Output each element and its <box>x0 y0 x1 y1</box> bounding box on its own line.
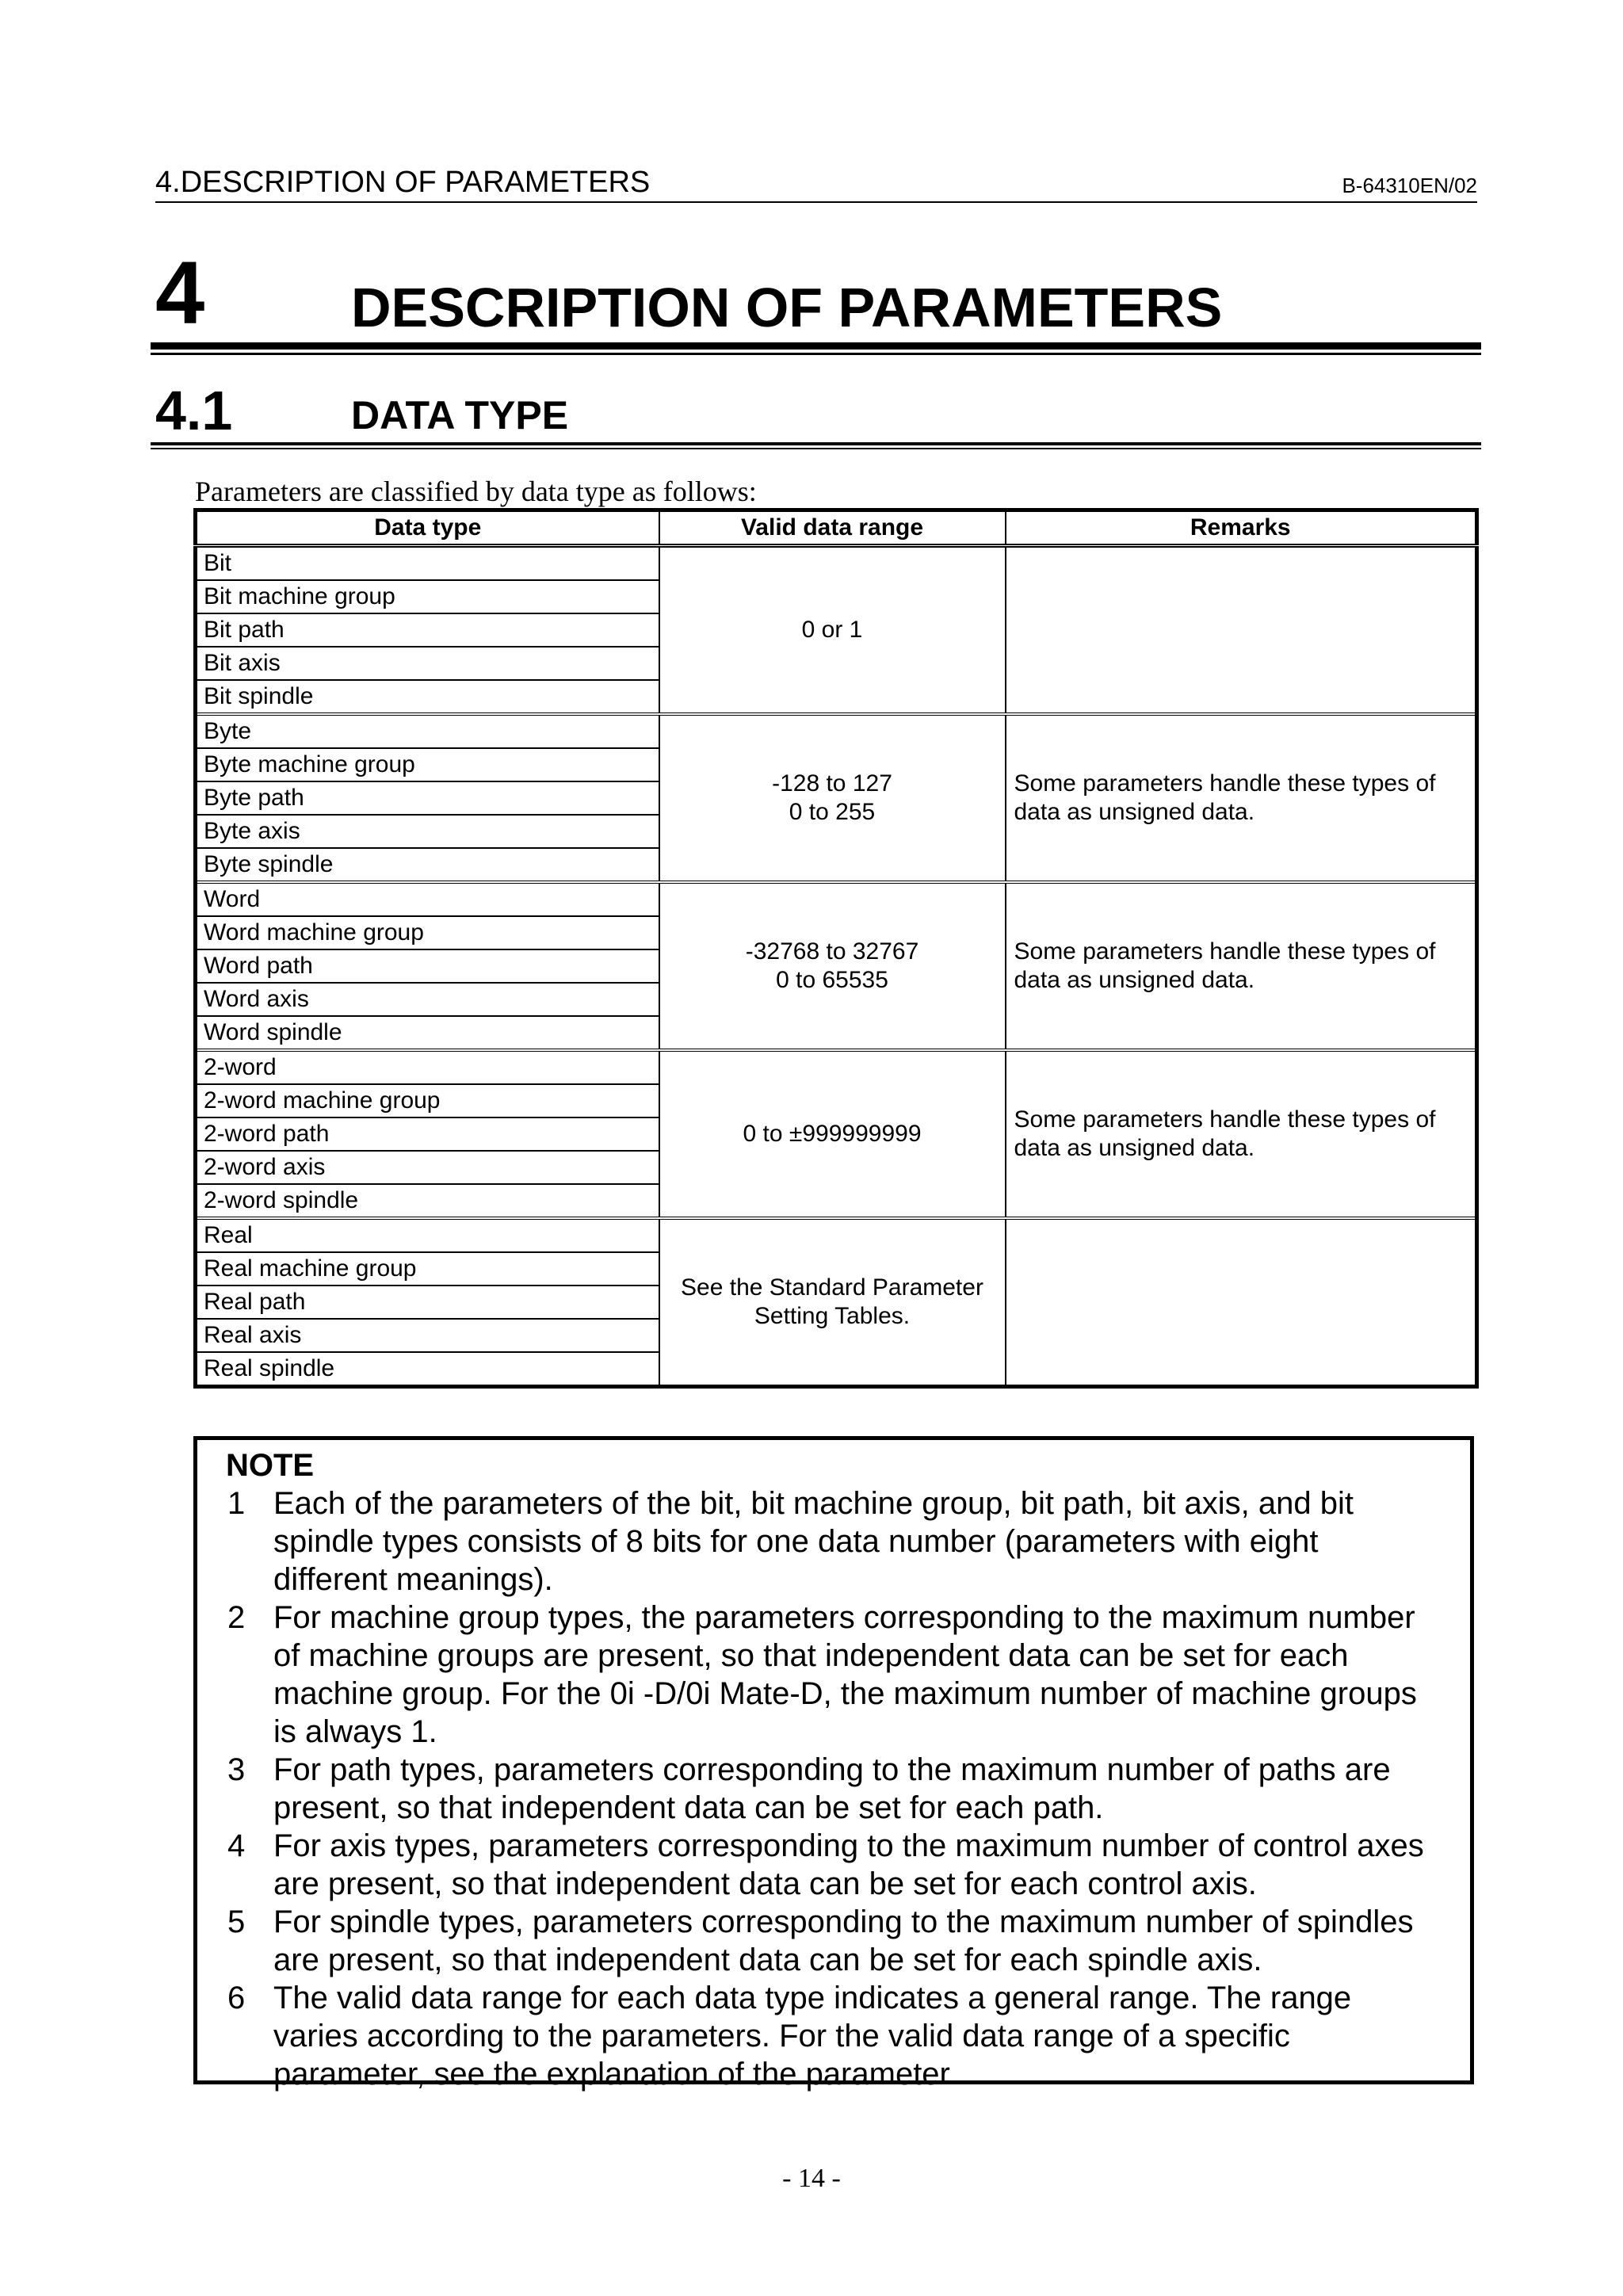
note-item-text: Each of the parameters of the bit, bit machine group, bit path, bit axis, and bit spindle types consists of 8 bits for one data number (parameters with eight different meanings). <box>273 1486 1354 1597</box>
data-type-cell: Bit axis <box>196 647 659 680</box>
note-item <box>197 1979 1470 2093</box>
note-item-text: For machine group types, the parameters corresponding to the maximum number of machine groups are present, so that independent data can be set for each machine group. For the 0i -D/0i Mate-D, the maximum number of machine groups is always 1. <box>273 1600 1417 1749</box>
table-header-row <box>196 510 1477 546</box>
intro-text: Parameters are classified by data type as follows: <box>195 476 757 507</box>
valid-range-line: 0 to 255 <box>789 799 876 825</box>
page-number: - 14 - <box>782 2164 841 2193</box>
section-rule-thin <box>151 448 1481 449</box>
header-section-label: 4.DESCRIPTION OF PARAMETERS <box>155 166 651 199</box>
data-type-cell: 2-word spindle <box>196 1184 659 1218</box>
note-item-number: 2 <box>227 1600 246 1635</box>
valid-range-line: -32768 to 32767 <box>745 938 919 965</box>
table-row <box>196 1050 1477 1084</box>
valid-range-line: 0 or 1 <box>801 617 863 643</box>
remarks-cell <box>1006 882 1477 1050</box>
data-type-cell: Word path <box>196 949 659 983</box>
data-type-cell: Real path <box>196 1286 659 1319</box>
note-item-number: 1 <box>227 1486 246 1521</box>
data-type-cell: Byte path <box>196 781 659 815</box>
note-item <box>197 1827 1470 1903</box>
note-item-number: 5 <box>227 1904 246 1939</box>
data-type-cell: Byte <box>196 714 659 748</box>
valid-range-cell <box>659 1218 1006 1387</box>
chapter-number: 4 <box>155 243 205 342</box>
data-type-cell: 2-word <box>196 1050 659 1084</box>
note-item-number: 4 <box>227 1828 246 1863</box>
column-header: Valid data range <box>659 510 1006 546</box>
note-item-text: For spindle types, parameters corresponding to the maximum number of spindles are present, so that independent data can be set for each spindle axis. <box>273 1904 1414 1977</box>
chapter-title: DESCRIPTION OF PARAMETERS <box>351 277 1223 338</box>
section-rule <box>151 442 1481 445</box>
data-type-cell: Bit path <box>196 613 659 647</box>
valid-range-cell <box>659 1050 1006 1218</box>
table-row <box>196 882 1477 916</box>
header-doc-code: B-64310EN/02 <box>1342 174 1477 197</box>
remarks-line: data as unsigned data. <box>1014 1135 1255 1161</box>
section-heading <box>155 372 1481 452</box>
data-type-cell: Word axis <box>196 983 659 1016</box>
note-box <box>193 1436 1474 2092</box>
valid-range-cell <box>659 882 1006 1050</box>
valid-range-line: Setting Tables. <box>754 1303 911 1329</box>
note-item <box>197 1484 1470 1599</box>
note-item-text: For axis types, parameters corresponding to the maximum number of control axes are present, so that independent data can be set for each control axis. <box>273 1828 1424 1901</box>
chapter-rule <box>151 342 1481 350</box>
valid-range-line: 0 to ±999999999 <box>743 1121 922 1147</box>
data-type-cell: Word <box>196 882 659 916</box>
table-row <box>196 1218 1477 1252</box>
data-type-cell: 2-word path <box>196 1117 659 1151</box>
note-item <box>197 1751 1470 1827</box>
table-body <box>196 546 1477 1387</box>
remarks-line: data as unsigned data. <box>1014 799 1255 825</box>
remarks-line: Some parameters handle these types of <box>1014 938 1436 965</box>
data-type-cell: Real machine group <box>196 1252 659 1286</box>
chapter-heading <box>155 238 1481 357</box>
remarks-cell <box>1006 1218 1477 1387</box>
valid-range-cell <box>659 714 1006 882</box>
note-item-text: The valid data range for each data type indicates a general range. The range varies according to the parameters. For the valid data range of a specific parameter, see the explanation of the parameter. <box>273 1981 1352 2092</box>
data-type-cell: Bit spindle <box>196 680 659 714</box>
valid-range-line: -128 to 127 <box>772 770 892 797</box>
data-type-cell: 2-word machine group <box>196 1084 659 1117</box>
remarks-cell <box>1006 714 1477 882</box>
note-item-number: 6 <box>227 1981 246 2015</box>
data-type-cell: Bit machine group <box>196 580 659 613</box>
table-row <box>196 714 1477 748</box>
note-title: NOTE <box>226 1448 315 1483</box>
note-item <box>197 1599 1470 1751</box>
running-header <box>155 166 1477 203</box>
note-item <box>197 1903 1470 1979</box>
column-header: Remarks <box>1006 510 1477 546</box>
data-type-cell: Word spindle <box>196 1016 659 1050</box>
section-title: DATA TYPE <box>351 393 569 437</box>
section-number: 4.1 <box>155 380 233 441</box>
data-type-cell: Real spindle <box>196 1352 659 1387</box>
remarks-line: Some parameters handle these types of <box>1014 1106 1436 1133</box>
data-type-cell: 2-word axis <box>196 1151 659 1184</box>
remarks-line: data as unsigned data. <box>1014 967 1255 993</box>
data-type-cell: Real <box>196 1218 659 1252</box>
table-row <box>196 546 1477 581</box>
data-type-cell: Bit <box>196 546 659 581</box>
remarks-cell <box>1006 546 1477 715</box>
valid-range-cell <box>659 546 1006 715</box>
note-list <box>197 1484 1470 2093</box>
valid-range-line: See the Standard Parameter <box>681 1274 983 1301</box>
valid-range-line: 0 to 65535 <box>776 967 888 993</box>
data-type-cell: Real axis <box>196 1319 659 1352</box>
note-item-number: 3 <box>227 1752 246 1787</box>
remarks-line: Some parameters handle these types of <box>1014 770 1436 797</box>
data-type-cell: Byte axis <box>196 815 659 848</box>
data-type-cell: Word machine group <box>196 916 659 949</box>
data-type-table <box>193 508 1479 1389</box>
column-header: Data type <box>196 510 659 546</box>
chapter-rule-thin <box>151 353 1481 355</box>
remarks-cell <box>1006 1050 1477 1218</box>
note-item-text: For path types, parameters corresponding to the maximum number of paths are present, so that independent data can be set for each path. <box>273 1752 1391 1825</box>
data-type-cell: Byte machine group <box>196 748 659 781</box>
data-type-cell: Byte spindle <box>196 848 659 882</box>
